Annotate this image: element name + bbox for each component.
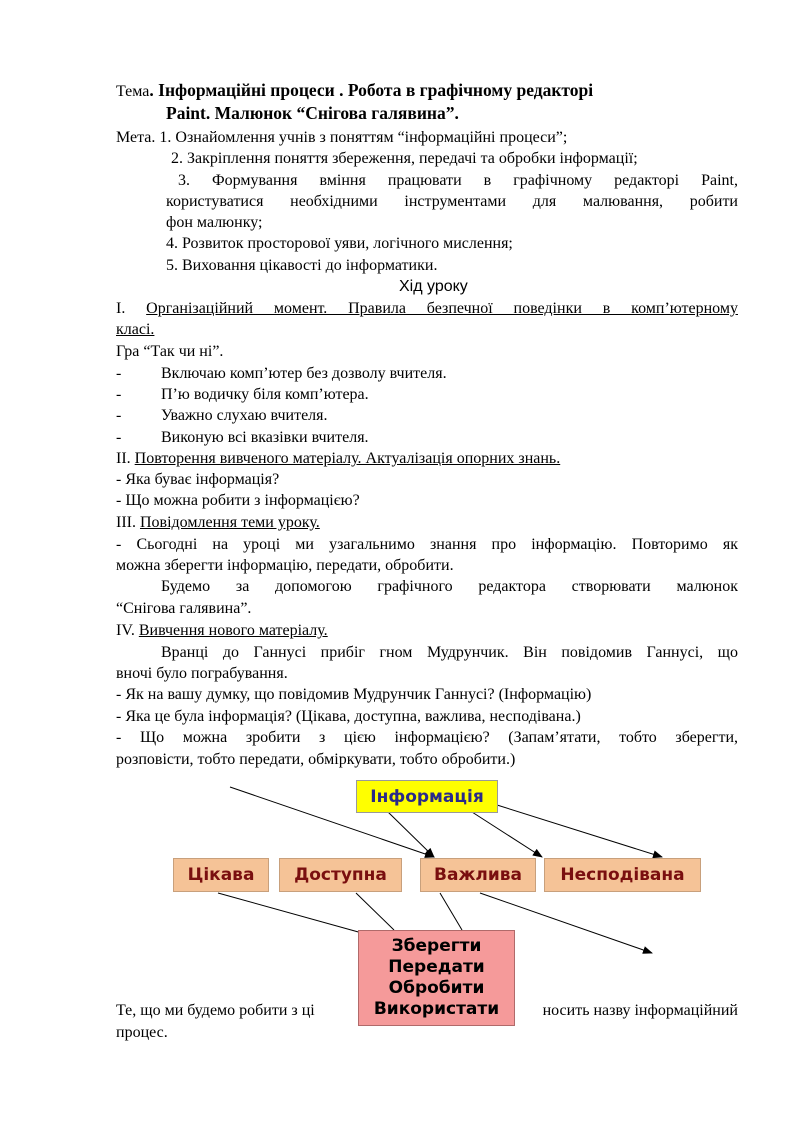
section-2-title-text: Повторення вивченого матеріалу. Актуалізація опорних знань.	[134, 450, 561, 467]
list-dash: -	[116, 407, 122, 424]
arrow-info-to-important	[388, 812, 434, 857]
action-transfer: Передати	[388, 957, 485, 977]
type-box-interesting: Цікава	[173, 858, 269, 892]
closing-line-2: процес.	[116, 1024, 168, 1041]
topic-line-1: Тема. Інформаційні процеси . Робота в графічному редакторі	[116, 80, 594, 100]
topic-label: Тема	[116, 83, 150, 100]
section-3-paragraph-2-line-2: “Снігова галявина”.	[116, 600, 252, 617]
game-title: Гра “Так чи ні”.	[116, 343, 224, 360]
goal-4: 4. Розвиток просторової уяви, логічного мислення;	[166, 235, 513, 252]
list-item-text: Включаю комп’ютер без дозволу вчителя.	[161, 365, 447, 382]
lesson-heading: Хід уроку	[399, 278, 468, 295]
type-box-unexpected: Несподівана	[544, 858, 701, 892]
topic-title-line-2: Paint. Малюнок “Снігова галявина”.	[166, 103, 459, 123]
section-3-paragraph-1-line-1: - Сьогодні на уроці ми узагальнимо знання про інформацію. Повторимо як	[116, 536, 738, 553]
section-4-question-3-line-2: розповісти, тобто передати, обміркувати, тобто обробити.)	[116, 751, 516, 768]
section-4-paragraph-line-1: Вранці до Ганнусі прибіг гном Мудрунчик. Він повідомив Ганнусі, що	[161, 644, 738, 661]
goal-label: Мета.	[116, 129, 156, 146]
goal-3-line-3: фон малюнку;	[166, 214, 263, 231]
action-use: Використати	[373, 999, 500, 1019]
type-box-accessible: Доступна	[279, 858, 402, 892]
list-dash: -	[116, 429, 122, 446]
section-2-number: II.	[116, 450, 131, 467]
section-4-number: IV.	[116, 622, 135, 639]
topic-title-line-1: Інформаційні процеси . Робота в графічному редакторі	[158, 80, 594, 100]
section-2-question-1: - Яка буває інформація?	[116, 471, 280, 488]
goal-2: 2. Закріплення поняття збереження, передачі та обробки інформації;	[171, 150, 638, 167]
closing-line-1-start: Те, що ми будемо робити з ці	[116, 1002, 315, 1019]
list-item-text: П’ю водичку біля комп’ютера.	[161, 386, 369, 403]
section-1-title-line-2: класі.	[116, 321, 155, 338]
action-process: Обробити	[388, 978, 485, 998]
section-3-paragraph-1-line-2: можна зберегти інформацію, передати, обробити.	[116, 557, 454, 574]
section-3-paragraph-2-line-1: Будемо за допомогою графічного редактора створювати малюнок	[161, 578, 738, 595]
actions-box	[358, 930, 515, 1026]
type-box-important: Важлива	[420, 858, 536, 892]
list-dash: -	[116, 365, 122, 382]
list-dash: -	[116, 386, 122, 403]
arrow-info-to-unexpected	[497, 805, 662, 857]
list-item-text: Виконую всі вказівки вчителя.	[161, 429, 369, 446]
section-1-number: I.	[116, 300, 126, 317]
info-box: Інформація	[356, 780, 498, 813]
closing-line-1-end: носить назву інформаційний	[542, 1002, 738, 1019]
list-item-text: Уважно слухаю вчителя.	[161, 407, 328, 424]
section-3-title-text: Повідомлення теми уроку.	[139, 514, 320, 531]
section-2-question-2: - Що можна робити з інформацією?	[116, 492, 360, 509]
section-4-paragraph-line-2: вночі було пограбування.	[116, 665, 288, 682]
goal-1-text: 1. Ознайомлення учнів з поняттям “інформаційні процеси”;	[159, 129, 568, 146]
line-accessible-to-actions	[356, 893, 394, 930]
action-save: Зберегти	[391, 936, 482, 956]
section-3-number: III.	[116, 514, 136, 531]
section-4-question-3-line-1: - Що можна зробити з цією інформацією? (Запам’ятати, тобто зберегти,	[116, 729, 738, 746]
goal-3-line-1: 3. Формування вміння працювати в графічному редакторі Paint,	[178, 172, 738, 189]
arrow-info-to-important-2	[472, 812, 542, 857]
line-important-to-actions	[440, 893, 462, 930]
section-4-title-text: Вивчення нового матеріалу.	[138, 622, 328, 639]
section-4-question-2: - Яка це була інформація? (Цікава, доступна, важлива, несподівана.)	[116, 708, 581, 725]
section-1-title-a: Організаційний момент. Правила безпечної поведінки в комп’ютерному	[146, 300, 738, 317]
line-interesting-to-actions	[218, 893, 362, 933]
goal-5: 5. Виховання цікавості до інформатики.	[166, 257, 438, 274]
section-4-question-1: - Як на вашу думку, що повідомив Мудрунчик Ганнусі? (Інформацію)	[116, 686, 592, 703]
goal-3-line-2: користуватися необхідними інструментами для малювання, робити	[166, 193, 738, 210]
